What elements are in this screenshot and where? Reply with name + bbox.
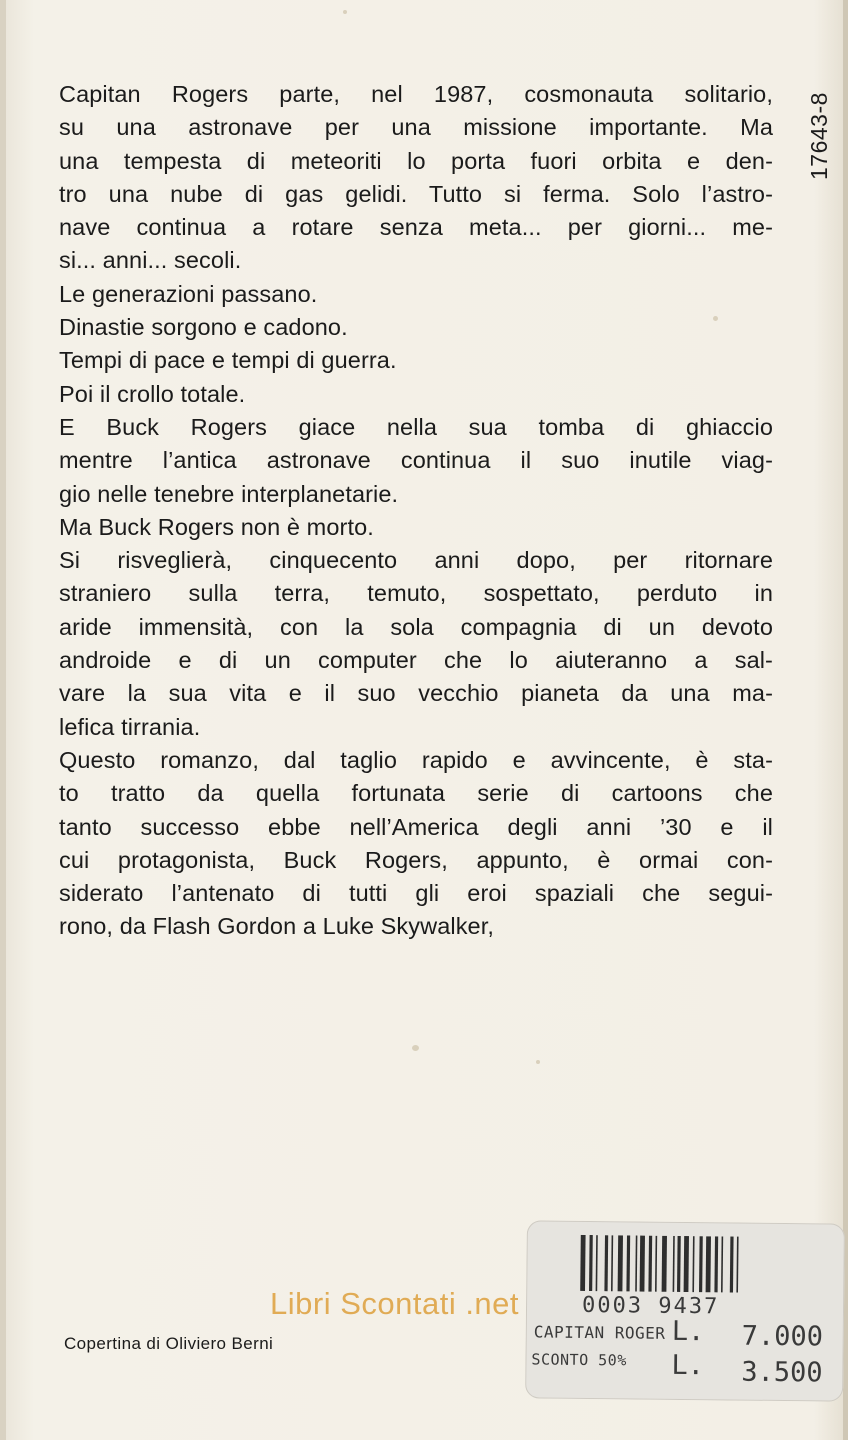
blurb-line: aride immensità, con la sola compagnia di un devoto bbox=[59, 613, 773, 640]
discounted-price: 3.500 bbox=[741, 1356, 823, 1389]
blurb-line: su una astronave per una missione importante. Ma bbox=[59, 114, 773, 141]
blurb-line: cui protagonista, Buck Rogers, appunto, è ormai con- bbox=[59, 846, 773, 873]
blurb-line: gio nelle tenebre interplanetarie. bbox=[59, 480, 399, 507]
discount-label: SCONTO 50% bbox=[531, 1350, 627, 1370]
blurb-line: E Buck Rogers giace nella sua tomba di ghiaccio bbox=[59, 413, 773, 440]
watermark: Libri Scontati .net bbox=[270, 1286, 520, 1321]
blurb-line: tro una nube di gas gelidi. Tutto si ferma. Solo l’astro- bbox=[59, 180, 773, 207]
book-code: 17643-8 bbox=[806, 92, 832, 180]
blurb-line: Questo romanzo, dal taglio rapido e avvincente, è sta- bbox=[59, 746, 773, 773]
price-currency: L. bbox=[671, 1315, 705, 1348]
blurb-text bbox=[59, 78, 773, 944]
blurb-line: lefica tirrania. bbox=[59, 713, 201, 740]
full-price: 7.000 bbox=[741, 1320, 824, 1353]
blurb-line: mentre l’antica astronave continua il suo inutile viag- bbox=[59, 447, 773, 474]
cover-right-edge bbox=[843, 0, 848, 1440]
blurb-line: Tempi di pace e tempi di guerra. bbox=[59, 347, 397, 374]
cover-credit: Copertina di Oliviero Berni bbox=[64, 1334, 274, 1353]
blurb-line: straniero sulla terra, temuto, sospettato, perduto in bbox=[59, 580, 773, 607]
blurb-line: Poi il crollo totale. bbox=[59, 380, 246, 407]
blurb-line: rono, da Flash Gordon a Luke Skywalker, bbox=[59, 913, 494, 940]
paper-spot bbox=[412, 1045, 419, 1051]
blurb-line: Dinastie sorgono e cadono. bbox=[59, 314, 348, 341]
blurb-line: siderato l’antenato di tutti gli eroi spaziali che segui- bbox=[59, 880, 773, 907]
blurb-line: androide e di un computer che lo aiuteranno a sal- bbox=[59, 647, 773, 674]
blurb-line: una tempesta di meteoriti lo porta fuori orbita e den- bbox=[59, 147, 773, 174]
paper-spot bbox=[343, 10, 347, 14]
barcode-number: 0003 9437 bbox=[581, 1292, 720, 1320]
blurb-line: Si risveglierà, cinquecento anni dopo, per ritornare bbox=[59, 547, 773, 574]
blurb-line: Capitan Rogers parte, nel 1987, cosmonauta solitario, bbox=[59, 81, 773, 107]
cover-left-edge bbox=[0, 0, 6, 1440]
blurb-line: to tratto da quella fortunata serie di cartoons che bbox=[59, 780, 773, 807]
discount-currency: L. bbox=[671, 1349, 705, 1382]
blurb-line: nave continua a rotare senza meta... per giorni... me- bbox=[59, 214, 773, 241]
blurb-line: vare la sua vita e il suo vecchio pianeta da una ma- bbox=[59, 680, 773, 707]
price-sticker bbox=[525, 1220, 845, 1401]
blurb-line: Ma Buck Rogers non è morto. bbox=[59, 513, 374, 540]
paper-spot bbox=[536, 1060, 540, 1064]
sticker-title: CAPITAN ROGER bbox=[533, 1322, 666, 1343]
blurb-line: tanto successo ebbe nell’America degli anni ’30 e il bbox=[59, 813, 773, 840]
blurb-line: si... anni... secoli. bbox=[59, 247, 242, 274]
blurb-line: Le generazioni passano. bbox=[59, 280, 318, 307]
